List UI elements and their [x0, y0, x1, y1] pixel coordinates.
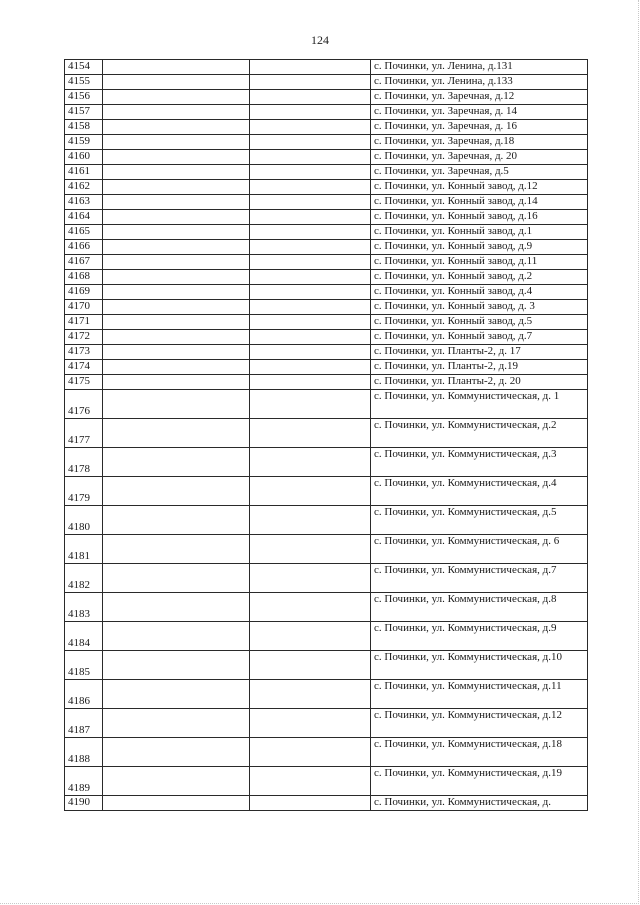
row-number: 4155	[65, 75, 103, 90]
page-number: 124	[311, 33, 329, 47]
empty-cell	[103, 240, 250, 255]
address-cell: с. Починки, ул. Коммунистическая, д.18	[371, 738, 588, 767]
empty-cell	[250, 535, 371, 564]
address-cell: с. Починки, ул. Заречная, д.5	[371, 165, 588, 180]
address-cell: с. Починки, ул. Коммунистическая, д. 6	[371, 535, 588, 564]
empty-cell	[103, 564, 250, 593]
address-cell: с. Починки, ул. Заречная, д.18	[371, 135, 588, 150]
table-row	[65, 564, 588, 593]
empty-cell	[103, 210, 250, 225]
empty-cell	[103, 285, 250, 300]
table-body	[65, 60, 588, 811]
row-number: 4183	[65, 593, 103, 622]
empty-cell	[250, 709, 371, 738]
address-cell: с. Починки, ул. Коммунистическая, д.8	[371, 593, 588, 622]
row-number: 4186	[65, 680, 103, 709]
table-row	[65, 709, 588, 738]
table-row	[65, 135, 588, 150]
row-number: 4171	[65, 315, 103, 330]
empty-cell	[250, 60, 371, 75]
empty-cell	[103, 593, 250, 622]
empty-cell	[103, 270, 250, 285]
empty-cell	[103, 390, 250, 419]
table-row	[65, 345, 588, 360]
row-number: 4168	[65, 270, 103, 285]
row-number: 4180	[65, 506, 103, 535]
row-number: 4188	[65, 738, 103, 767]
table-row	[65, 120, 588, 135]
empty-cell	[103, 419, 250, 448]
empty-cell	[250, 419, 371, 448]
row-number: 4190	[65, 796, 103, 811]
row-number: 4177	[65, 419, 103, 448]
table-row	[65, 285, 588, 300]
row-number: 4189	[65, 767, 103, 796]
empty-cell	[250, 75, 371, 90]
empty-cell	[103, 622, 250, 651]
address-cell: с. Починки, ул. Коммунистическая, д.19	[371, 767, 588, 796]
address-table	[64, 59, 588, 811]
empty-cell	[250, 255, 371, 270]
row-number: 4163	[65, 195, 103, 210]
empty-cell	[103, 738, 250, 767]
empty-cell	[103, 345, 250, 360]
empty-cell	[250, 135, 371, 150]
table-row	[65, 767, 588, 796]
table-row	[65, 360, 588, 375]
empty-cell	[250, 150, 371, 165]
table-row	[65, 651, 588, 680]
empty-cell	[103, 60, 250, 75]
address-cell: с. Починки, ул. Коммунистическая, д.5	[371, 506, 588, 535]
table-row	[65, 105, 588, 120]
row-number: 4187	[65, 709, 103, 738]
empty-cell	[103, 535, 250, 564]
table-row	[65, 419, 588, 448]
empty-cell	[103, 360, 250, 375]
address-cell: с. Починки, ул. Конный завод, д.2	[371, 270, 588, 285]
empty-cell	[250, 240, 371, 255]
empty-cell	[250, 622, 371, 651]
row-number: 4167	[65, 255, 103, 270]
address-cell: с. Починки, ул. Ленина, д.133	[371, 75, 588, 90]
empty-cell	[250, 270, 371, 285]
address-cell: с. Починки, ул. Конный завод, д. 3	[371, 300, 588, 315]
table-row	[65, 738, 588, 767]
table-row	[65, 240, 588, 255]
row-number: 4185	[65, 651, 103, 680]
address-cell: с. Починки, ул. Коммунистическая, д.12	[371, 709, 588, 738]
empty-cell	[250, 300, 371, 315]
table-row	[65, 225, 588, 240]
empty-cell	[103, 767, 250, 796]
row-number: 4184	[65, 622, 103, 651]
row-number: 4170	[65, 300, 103, 315]
empty-cell	[250, 165, 371, 180]
empty-cell	[250, 375, 371, 390]
table-row	[65, 506, 588, 535]
address-cell: с. Починки, ул. Конный завод, д.9	[371, 240, 588, 255]
empty-cell	[103, 105, 250, 120]
empty-cell	[103, 165, 250, 180]
address-cell: с. Починки, ул. Конный завод, д.11	[371, 255, 588, 270]
table-row	[65, 796, 588, 811]
table-row	[65, 165, 588, 180]
table-row	[65, 210, 588, 225]
empty-cell	[103, 180, 250, 195]
table-row	[65, 330, 588, 345]
empty-cell	[250, 285, 371, 300]
table-row	[65, 75, 588, 90]
address-cell: с. Починки, ул. Коммунистическая, д.	[371, 796, 588, 811]
table-row	[65, 255, 588, 270]
table-row	[65, 300, 588, 315]
address-cell: с. Починки, ул. Заречная, д.12	[371, 90, 588, 105]
empty-cell	[250, 506, 371, 535]
empty-cell	[103, 90, 250, 105]
row-number: 4173	[65, 345, 103, 360]
empty-cell	[250, 90, 371, 105]
row-number: 4174	[65, 360, 103, 375]
row-number: 4182	[65, 564, 103, 593]
empty-cell	[250, 680, 371, 709]
address-cell: с. Починки, ул. Заречная, д. 20	[371, 150, 588, 165]
row-number: 4164	[65, 210, 103, 225]
row-number: 4161	[65, 165, 103, 180]
empty-cell	[103, 135, 250, 150]
address-cell: с. Починки, ул. Конный завод, д.14	[371, 195, 588, 210]
address-cell: с. Починки, ул. Коммунистическая, д.9	[371, 622, 588, 651]
empty-cell	[250, 180, 371, 195]
address-cell: с. Починки, ул. Коммунистическая, д.7	[371, 564, 588, 593]
empty-cell	[103, 506, 250, 535]
row-number: 4166	[65, 240, 103, 255]
row-number: 4154	[65, 60, 103, 75]
empty-cell	[103, 255, 250, 270]
table-row	[65, 448, 588, 477]
empty-cell	[250, 315, 371, 330]
address-cell: с. Починки, ул. Коммунистическая, д.11	[371, 680, 588, 709]
empty-cell	[250, 593, 371, 622]
address-cell: с. Починки, ул. Планты-2, д. 20	[371, 375, 588, 390]
empty-cell	[250, 796, 371, 811]
table-row	[65, 195, 588, 210]
empty-cell	[103, 150, 250, 165]
empty-cell	[250, 390, 371, 419]
row-number: 4160	[65, 150, 103, 165]
empty-cell	[250, 195, 371, 210]
empty-cell	[250, 564, 371, 593]
empty-cell	[250, 105, 371, 120]
row-number: 4178	[65, 448, 103, 477]
empty-cell	[103, 680, 250, 709]
empty-cell	[250, 330, 371, 345]
empty-cell	[250, 210, 371, 225]
table-row	[65, 180, 588, 195]
address-cell: с. Починки, ул. Конный завод, д.4	[371, 285, 588, 300]
row-number: 4175	[65, 375, 103, 390]
row-number: 4162	[65, 180, 103, 195]
address-cell: с. Починки, ул. Конный завод, д.12	[371, 180, 588, 195]
address-cell: с. Починки, ул. Конный завод, д.1	[371, 225, 588, 240]
address-cell: с. Починки, ул. Заречная, д. 14	[371, 105, 588, 120]
empty-cell	[250, 448, 371, 477]
address-cell: с. Починки, ул. Коммунистическая, д.3	[371, 448, 588, 477]
address-cell: с. Починки, ул. Коммунистическая, д.2	[371, 419, 588, 448]
address-cell: с. Починки, ул. Коммунистическая, д.10	[371, 651, 588, 680]
row-number: 4159	[65, 135, 103, 150]
empty-cell	[250, 477, 371, 506]
table-row	[65, 270, 588, 285]
row-number: 4158	[65, 120, 103, 135]
address-cell: с. Починки, ул. Заречная, д. 16	[371, 120, 588, 135]
row-number: 4165	[65, 225, 103, 240]
empty-cell	[103, 448, 250, 477]
table-row	[65, 390, 588, 419]
address-cell: с. Починки, ул. Планты-2, д.19	[371, 360, 588, 375]
table-row	[65, 535, 588, 564]
table-row	[65, 60, 588, 75]
empty-cell	[250, 345, 371, 360]
table-row	[65, 315, 588, 330]
empty-cell	[103, 120, 250, 135]
row-number: 4176	[65, 390, 103, 419]
empty-cell	[103, 477, 250, 506]
table-row	[65, 680, 588, 709]
address-cell: с. Починки, ул. Конный завод, д.7	[371, 330, 588, 345]
row-number: 4169	[65, 285, 103, 300]
address-cell: с. Починки, ул. Планты-2, д. 17	[371, 345, 588, 360]
row-number: 4181	[65, 535, 103, 564]
table-row	[65, 375, 588, 390]
empty-cell	[103, 651, 250, 680]
empty-cell	[250, 360, 371, 375]
address-cell: с. Починки, ул. Конный завод, д.16	[371, 210, 588, 225]
table-row	[65, 90, 588, 105]
address-cell: с. Починки, ул. Коммунистическая, д.4	[371, 477, 588, 506]
row-number: 4157	[65, 105, 103, 120]
empty-cell	[250, 225, 371, 240]
empty-cell	[103, 225, 250, 240]
empty-cell	[103, 195, 250, 210]
address-cell: с. Починки, ул. Коммунистическая, д. 1	[371, 390, 588, 419]
empty-cell	[103, 300, 250, 315]
empty-cell	[103, 315, 250, 330]
address-cell: с. Починки, ул. Ленина, д.131	[371, 60, 588, 75]
row-number: 4179	[65, 477, 103, 506]
table-row	[65, 477, 588, 506]
address-cell: с. Починки, ул. Конный завод, д.5	[371, 315, 588, 330]
table-row	[65, 593, 588, 622]
table-row	[65, 622, 588, 651]
empty-cell	[103, 709, 250, 738]
empty-cell	[250, 738, 371, 767]
empty-cell	[250, 767, 371, 796]
empty-cell	[103, 75, 250, 90]
empty-cell	[103, 796, 250, 811]
empty-cell	[103, 330, 250, 345]
row-number: 4156	[65, 90, 103, 105]
empty-cell	[103, 375, 250, 390]
row-number: 4172	[65, 330, 103, 345]
table-row	[65, 150, 588, 165]
empty-cell	[250, 651, 371, 680]
empty-cell	[250, 120, 371, 135]
